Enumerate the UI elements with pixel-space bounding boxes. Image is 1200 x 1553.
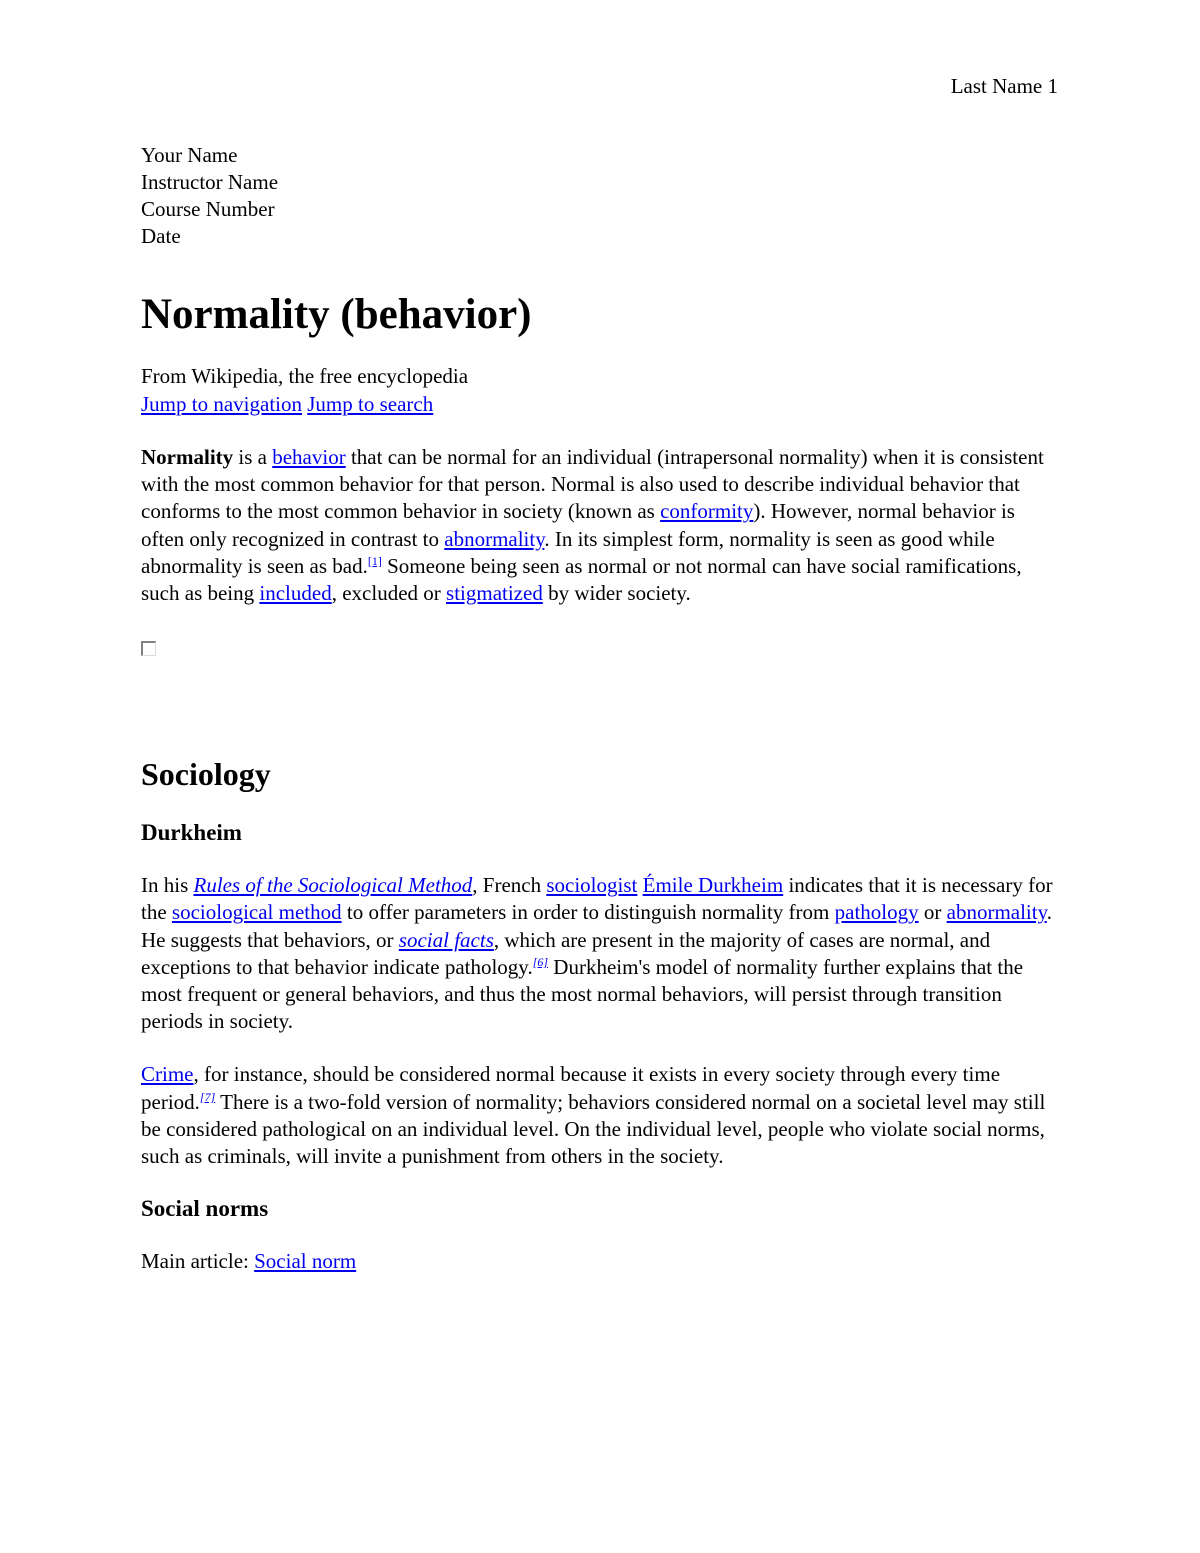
course-number: Course Number <box>141 197 275 221</box>
checkbox[interactable] <box>141 641 156 656</box>
page-title: Normality (behavior) <box>141 291 532 338</box>
link-included[interactable]: included <box>259 581 332 606</box>
section-heading-sociology: Sociology <box>141 756 271 793</box>
link-social-norm[interactable]: Social norm <box>254 1249 357 1274</box>
link-emile-durkheim[interactable]: Émile Durkheim <box>642 873 784 898</box>
durkheim-paragraph-1 <box>141 872 1059 1035</box>
student-name: Your Name <box>141 143 238 167</box>
jump-to-search-link[interactable]: Jump to search <box>307 392 434 416</box>
intro-text: by wider society. <box>542 581 691 606</box>
document-body <box>141 142 1059 1275</box>
body-text: , French <box>472 873 547 898</box>
link-pathology[interactable]: pathology <box>834 900 919 925</box>
link-abnormality-2[interactable]: abnormality <box>946 900 1047 925</box>
running-head: Last Name 1 <box>950 74 1058 98</box>
durkheim-paragraph-2 <box>141 1061 1059 1170</box>
main-article-note <box>141 1248 1059 1275</box>
intro-text: ). However, normal behavior is often only recognized in contrast to <box>141 499 1015 551</box>
intro-text: is a <box>233 445 273 469</box>
tagline: From Wikipedia, the free encyclopedia <box>141 364 469 388</box>
jump-to-navigation-link[interactable]: Jump to navigation <box>141 392 302 416</box>
link-stigmatized[interactable]: stigmatized <box>446 581 543 606</box>
ref-7[interactable]: [7] <box>199 1089 216 1104</box>
link-social-facts[interactable]: social facts <box>398 927 494 952</box>
mla-header <box>141 142 1059 250</box>
body-text: , which are present in the majority of cases are normal, and exceptions to that behavior indicate pathology. <box>141 927 991 979</box>
intro-text: Someone being seen as normal or not normal can have social ramifications, such as being <box>141 553 1022 606</box>
main-article-label: Main article: <box>141 1249 255 1274</box>
intro-paragraph <box>141 444 1059 607</box>
intro-text: . In its simplest form, normality is seen as good while abnormality is seen as bad. <box>141 526 995 578</box>
date: Date <box>141 224 181 248</box>
link-behavior[interactable]: behavior <box>272 445 346 469</box>
subsection-heading-social-norms: Social norms <box>141 1196 269 1222</box>
intro-text: , excluded or <box>331 581 447 606</box>
jump-links <box>141 390 1059 418</box>
ref-6[interactable]: [6] <box>532 954 549 969</box>
instructor-name: Instructor Name <box>141 170 279 194</box>
link-crime[interactable]: Crime <box>141 1062 194 1087</box>
subsection-heading-durkheim: Durkheim <box>141 820 242 846</box>
body-text: or <box>918 900 947 925</box>
body-text: Durkheim's model of normality further explains that the most frequent or general behaviors, and thus the most normal behaviors, will persist through transition periods in society. <box>141 954 1024 1034</box>
ref-1[interactable]: [1] <box>367 553 382 568</box>
link-abnormality[interactable]: abnormality <box>444 526 545 551</box>
checkbox-box[interactable] <box>141 641 156 656</box>
body-text: There is a two-fold version of normality; behaviors considered normal on a societal level may still be considered pathological on an individual level. On the individual level, people who violate social norms, such as criminals, will invite a punishment from others in the society. <box>141 1089 1046 1169</box>
body-text: . He suggests that behaviors, or <box>141 900 1052 952</box>
link-conformity[interactable]: conformity <box>660 499 754 524</box>
body-text: , for instance, should be considered normal because it exists in every society through every time period. <box>141 1062 1001 1114</box>
intro-text: that can be normal for an individual (intrapersonal normality) when it is consistent with the most common behavior for that person. Normal is also used to describe individual behavior that conforms to the most common behavior in society (known as <box>141 445 1044 524</box>
link-sociologist[interactable]: sociologist <box>546 873 638 898</box>
body-text: In his <box>141 873 194 898</box>
body-text: indicates that it is necessary for the <box>141 873 1053 925</box>
bold-term: Normality <box>141 445 234 469</box>
link-sociological-method[interactable]: sociological method <box>171 900 342 925</box>
link-rules-of-the-sociological-method[interactable]: Rules of the Sociological Method <box>193 873 473 898</box>
body-text: to offer parameters in order to distinguish normality from <box>341 900 835 925</box>
